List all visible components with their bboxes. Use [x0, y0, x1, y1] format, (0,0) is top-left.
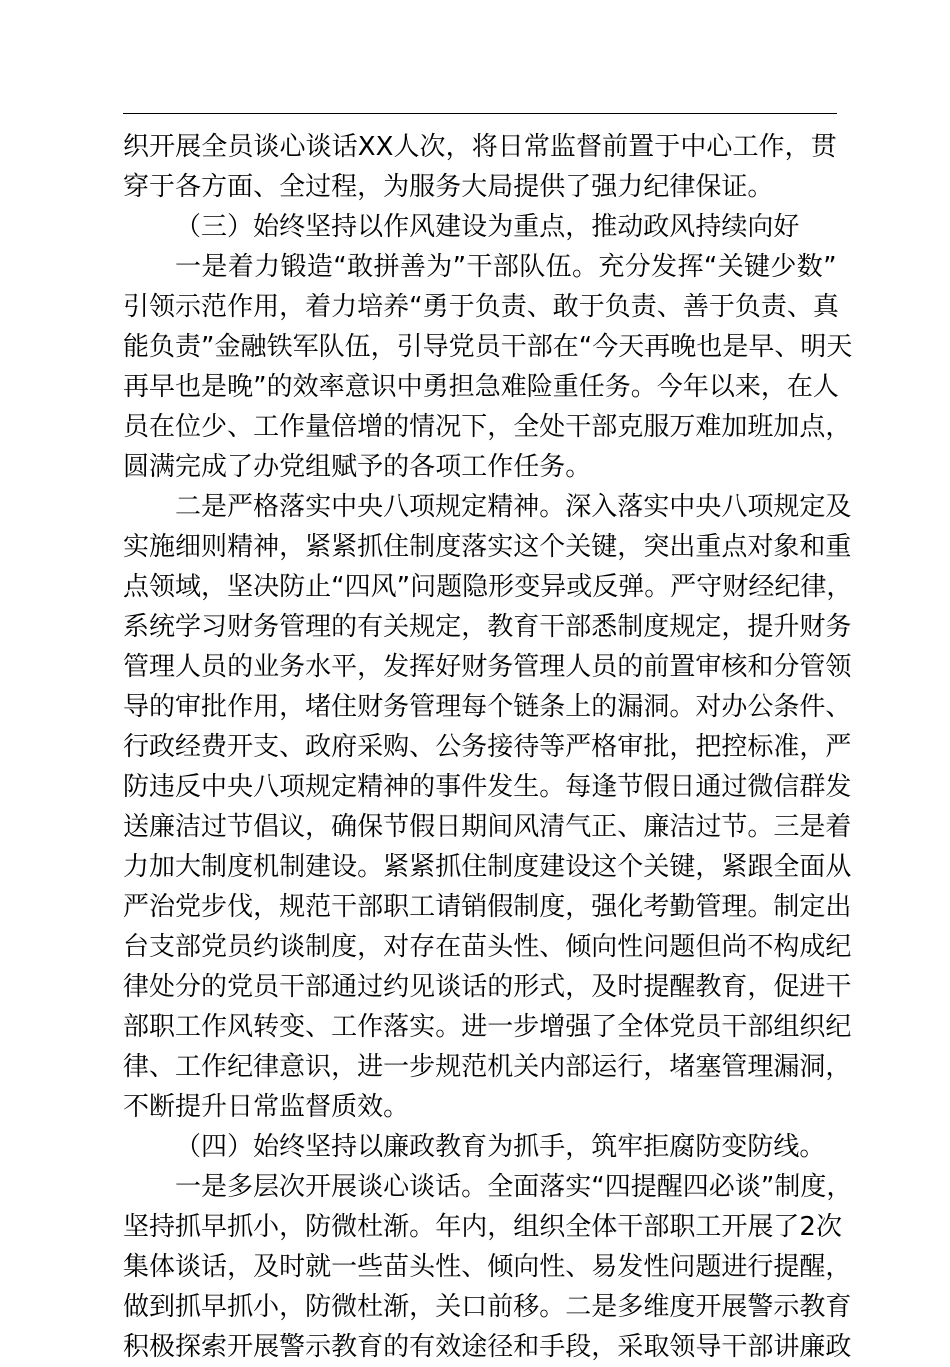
- text-line: 律 处 分 的 党 员 干 部 通 过 约 见 谈 话 的 形 式 ， 及 时 提 醒 教 育 ， 促 进 干: [123, 972, 852, 1002]
- text-line: 实 施 细 则 精 神 ， 紧 紧 抓 住 制 度 落 实 这 个 关 键 ， 突 出 重 点 对 象 和 重: [123, 532, 852, 562]
- text-line: 律 、 工 作 纪 律 意 识 ， 进 一 步 规 范 机 关 内 部 运 行 ， 堵 塞 管 理 漏 洞 ，: [123, 1052, 852, 1082]
- document-body: [123, 127, 853, 1367]
- text-line: 台 支 部 党 员 约 谈 制 度 ， 对 存 在 苗 头 性 、 倾 向 性 问 题 但 尚 不 构 成 纪: [123, 932, 852, 962]
- text-line: 管 理 人 员 的 业 务 水 平 ， 发 挥 好 财 务 管 理 人 员 的 前 置 审 核 和 分 管 领: [123, 652, 852, 682]
- text-line: 一 是 多 层 次 开 展 谈 心 谈 话 。 全 面 落 实 “ 四 提 醒 四 必 谈 ” 制 度 ，: [175, 1172, 853, 1202]
- header-rule: [123, 113, 837, 114]
- text-line: 严 治 党 步 伐 ， 规 范 干 部 职 工 请 销 假 制 度 ， 强 化 考 勤 管 理 。 制 定 出: [123, 892, 852, 922]
- text-line: 防 违 反 中 央 八 项 规 定 精 神 的 事 件 发 生 。 每 逢 节 假 日 通 过 微 信 群 发: [123, 772, 852, 802]
- text-line: 坚 持 抓 早 抓 小 ， 防 微 杜 渐 。 年 内 ， 组 织 全 体 干 部 职 工 开 展 了 2 次: [123, 1212, 842, 1242]
- text-line: 集 体 谈 话 ， 及 时 就 一 些 苗 头 性 、 倾 向 性 、 易 发 性 问 题 进 行 提 醒 ，: [123, 1252, 852, 1282]
- text-line: 导 的 审 批 作 用 ， 堵 住 财 务 管 理 每 个 链 条 上 的 漏 洞 。 对 办 公 条 件 、: [123, 692, 852, 722]
- text-line: 做 到 抓 早 抓 小 ， 防 微 杜 渐 ， 关 口 前 移 。 二 是 多 维 度 开 展 警 示 教 育: [123, 1292, 852, 1322]
- text-line: 引 领 示 范 作 用 ， 着 力 培 养 “ 勇 于 负 责 、 敢 于 负 责 、 善 于 负 责 、 真: [123, 292, 839, 322]
- text-line: 点 领 域 ， 坚 决 防 止 “ 四 风 ” 问 题 隐 形 变 异 或 反 弹 。 严 守 财 经 纪 律 ，: [123, 572, 853, 602]
- text-line: 积 极 探 索 开 展 警 示 教 育 的 有 效 途 径 和 手 段 ， 采 取 领 导 干 部 讲 廉 政: [123, 1332, 852, 1362]
- text-line: 员 在 位 少 、 工 作 量 倍 增 的 情 况 下 ， 全 处 干 部 克 服 万 难 加 班 加 点 ，: [123, 412, 852, 442]
- text-line: 部 职 工 作 风 转 变 、 工 作 落 实 。 进 一 步 增 强 了 全 体 党 员 干 部 组 织 纪: [123, 1012, 852, 1042]
- text-line: 送 廉 洁 过 节 倡 议 ， 确 保 节 假 日 期 间 风 清 气 正 、 廉 洁 过 节 。 三 是 着: [123, 812, 852, 842]
- text-line: 穿 于 各 方 面 、 全 过 程 ， 为 服 务 大 局 提 供 了 强 力 纪 律 保 证 。: [123, 172, 774, 202]
- text-line: （ 三 ） 始 终 坚 持 以 作 风 建 设 为 重 点 ， 推 动 政 风 持 续 向 好: [175, 212, 800, 242]
- text-line: （ 四 ） 始 终 坚 持 以 廉 政 教 育 为 抓 手 ， 筑 牢 拒 腐 防 变 防 线 。: [175, 1132, 826, 1162]
- text-line: 织 开 展 全 员 谈 心 谈 话 X X 人 次 ， 将 日 常 监 督 前 置 于 中 心 工 作 ， 贯: [123, 132, 837, 162]
- text-line: 圆 满 完 成 了 办 党 组 赋 予 的 各 项 工 作 任 务 。: [123, 452, 592, 482]
- text-line: 系 统 学 习 财 务 管 理 的 有 关 规 定 ， 教 育 干 部 悉 制 度 规 定 ， 提 升 财 务: [123, 612, 852, 642]
- text-line: 能 负 责 ” 金 融 铁 军 队 伍 ， 引 导 党 员 干 部 在 “ 今 天 再 晚 也 是 早 、 明 天: [123, 332, 853, 362]
- text-line: 一 是 着 力 锻 造 “ 敢 拼 善 为 ” 干 部 队 伍 。 充 分 发 挥 “ 关 键 少 数 ”: [175, 252, 837, 282]
- text-line: 再 早 也 是 晚 ” 的 效 率 意 识 中 勇 担 急 难 险 重 任 务 。 今 年 以 来 ， 在 人: [123, 372, 839, 402]
- text-line: 不 断 提 升 日 常 监 督 质 效 。: [123, 1092, 410, 1122]
- text-line: 行 政 经 费 开 支 、 政 府 采 购 、 公 务 接 待 等 严 格 审 批 ， 把 控 标 准 ， 严: [123, 732, 852, 762]
- text-line: 力 加 大 制 度 机 制 建 设 。 紧 紧 抓 住 制 度 建 设 这 个 关 键 ， 紧 跟 全 面 从: [123, 852, 852, 882]
- text-line: 二 是 严 格 落 实 中 央 八 项 规 定 精 神 。 深 入 落 实 中 央 八 项 规 定 及: [175, 492, 852, 522]
